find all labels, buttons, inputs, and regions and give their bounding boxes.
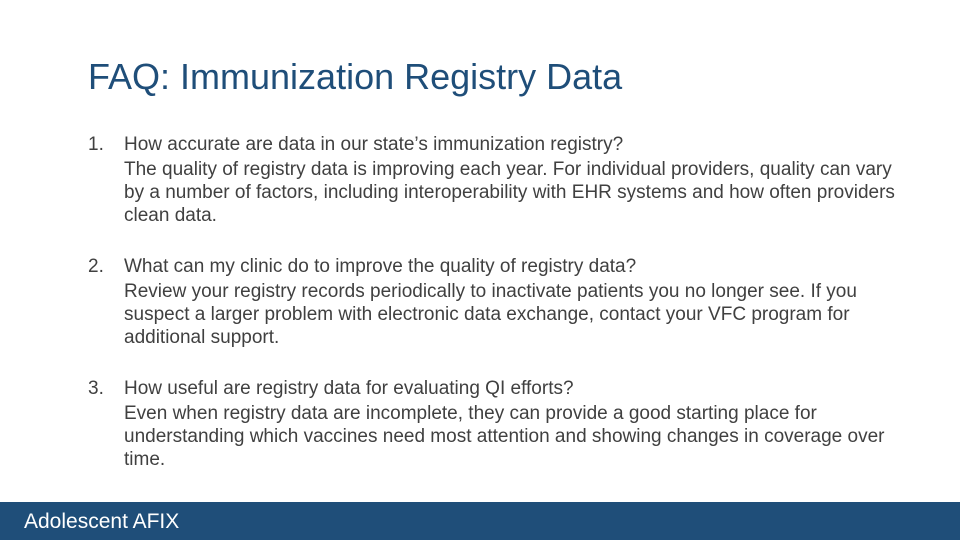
faq-number: 2. [88, 256, 104, 277]
footer-bar [0, 502, 960, 540]
faq-number: 3. [88, 378, 104, 399]
faq-answer: The quality of registry data is improving each year. For individual providers, quality can vary by a number of factors, including interoperability with EHR systems and how often providers clean data. [124, 159, 895, 226]
faq-question: How accurate are data in our state’s immunization registry? [124, 134, 624, 155]
faq-item-2 [88, 254, 908, 349]
slide-title: FAQ: Immunization Registry Data [88, 56, 623, 97]
faq-answer: Even when registry data are incomplete, they can provide a good starting place for understanding which vaccines need most attention and showing changes in coverage over time. [124, 403, 885, 470]
faq-question: What can my clinic do to improve the quality of registry data? [124, 256, 637, 277]
faq-list [88, 132, 908, 498]
faq-item-3 [88, 376, 908, 471]
faq-answer: Review your registry records periodically to inactivate patients you no longer see. If you suspect a larger problem with electronic data exchange, contact your VFC program for additional support. [124, 281, 857, 348]
faq-item-1 [88, 132, 908, 227]
faq-number: 1. [88, 134, 104, 155]
faq-question: How useful are registry data for evaluating QI efforts? [124, 378, 574, 399]
footer-label: Adolescent AFIX [24, 510, 180, 533]
